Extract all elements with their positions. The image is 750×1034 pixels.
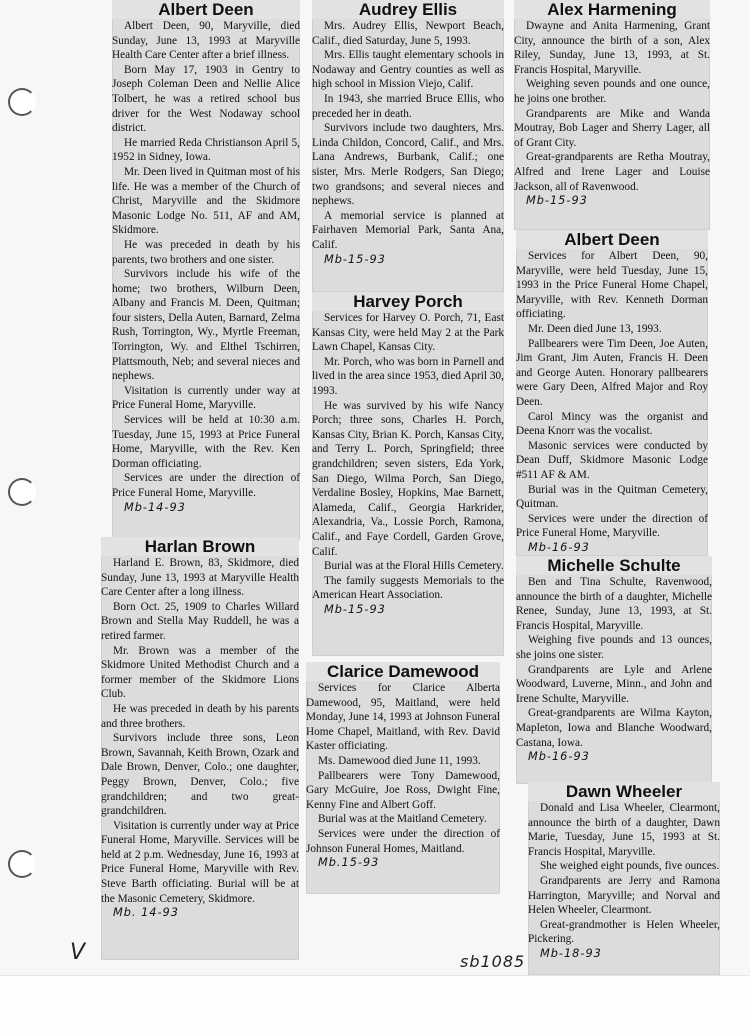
birth-notice-dawn-wheeler [528,782,720,975]
clipping-paragraph: Grandparents are Jerry and Ramona Harrington, Maryville; and Norval and Helen Wheeler, Clearmont. [528,874,720,917]
clipping-headline: Clarice Damewood [306,662,500,681]
clipping-paragraph: Mr. Deen died June 13, 1993. [528,322,662,335]
clipping-paragraph: He was preceded in death by his parents and three brothers. [101,702,299,730]
clipping-paragraph: Grandparents are Lyle and Arlene Woodward, Luverne, Minn., and John and Irene Schulte, Maryville. [516,663,712,705]
handwritten-date-note: Mb-15-93 [324,602,386,616]
clipping-paragraph: She weighed eight pounds, five ounces. [540,860,720,873]
clipping-paragraph: Burial was at the Maitland Cemetery. [318,813,487,826]
clipping-paragraph: Donald and Lisa Wheeler, Clearmont, announce the birth of a daughter, Dawn Marie, Tuesday, June 15, 1993 at St. Francis Hospital, Maryville. [528,802,720,858]
handwritten-date-note: Mb-18-93 [540,946,602,960]
clipping-paragraph: A memorial service is planned at Fairhaven Memorial Park, Santa Ana, Calif. [312,209,504,251]
clipping-paragraph: Services for Albert Deen, 90, Maryville, were held Tuesday, June 15, 1993 in the Price Funeral Home Chapel, Maryville, with Rev. Kenneth Dorman officiating. [516,250,708,321]
clipping-paragraph: Great-grandparents are Wilma Kayton, Mapleton, Iowa and Blanche Woodward, Castana, Iowa. [516,707,712,749]
clipping-paragraph: He was survived by his wife Nancy Porch; three sons, Charles H. Porch, Kansas City, Brian K. Porch, Kansas City, and Terry L. Porch, Springfield; three grandchildren; seven sisters, Eda York, San Diego, Wilma Porch, San Diego, Verdaline Bosley, Hopkins, Mae Barnett, Alameda, Calif., Georgia Harkrider, Alexandria, Va., Lossie Porch, Ramona, Calif., and Faye Cordell, Garden Grove, Calif. [312,399,504,558]
handwritten-date-note: Mb-15-93 [324,252,386,266]
handwritten-file-number: sb1085 [460,952,526,971]
clipping-paragraph: Grandparents are Mike and Wanda Moutray, Bob Lager and Sherry Lager, all of Grant City. [514,107,710,149]
handwritten-date-note: Mb-15-93 [526,194,588,208]
clipping-paragraph: He married Reda Christianson April 5, 1952 in Sidney, Iowa. [112,136,300,164]
clipping-paragraph: Ben and Tina Schulte, Ravenwood, announce the birth of a daughter, Michelle Renee, Sunday, June 13, 1993, at St. Francis Hospital, Maryville. [516,576,712,632]
clipping-headline: Audrey Ellis [312,0,504,19]
clipping-paragraph: Pallbearers were Tim Deen, Joe Auten, Jim Grant, Jim Auten, Francis H. Deen and George Auten. Honorary pallbearers were Gary Deen, Alfred Major and Roy Deen. [516,337,708,408]
handwritten-date-note: Mb. 14-93 [113,906,179,920]
clipping-paragraph: Mrs. Ellis taught elementary schools in Nodaway and Gentry counties as well as high school in Mission Viejo, Calif. [312,49,504,91]
clipping-paragraph: Services were under the direction of Price Funeral Home, Maryville. [516,512,708,540]
binder-hole-icon [8,478,36,506]
obituary-albert-deen [112,0,300,540]
clipping-paragraph: Visitation is currently under way at Price Funeral Home, Maryville. [112,384,300,412]
clipping-paragraph: Mr. Brown was a member of the Skidmore United Methodist Church and a former member of the Skidmore Lions Club. [101,644,299,701]
clipping-paragraph: Burial was in the Quitman Cemetery, Quitman. [516,483,708,511]
clipping-paragraph: Carol Mincy was the organist and Deena Knorr was the vocalist. [516,410,708,438]
clipping-paragraph: Services are under the direction of Price Funeral Home, Maryville. [112,472,300,499]
clipping-headline: Alex Harmening [514,0,710,19]
clipping-paragraph: Services for Clarice Alberta Damewood, 95, Maitland, were held Monday, June 14, 1993 at Johnson Funeral Home Chapel, Maitland, with Rev. David Kaster officiating. [306,682,500,753]
clipping-paragraph: Mr. Deen lived in Quitman most of his life. He was a member of the Church of Christ, Maryville and the Skidmore Masonic Lodge No. 511, AF and AM, Skidmore. [112,165,300,237]
clipping-paragraph: Masonic services were conducted by Dean Duff, Skidmore Masonic Lodge #511 AF & AM. [516,439,708,481]
clipping-headline: Dawn Wheeler [528,782,720,801]
clipping-paragraph: Survivors include his wife of the home; two brothers, Wilburn Deen, Albany and Francis M. Deen, Quitman; four sisters, Della Auten, Barnard, Zelma Rush, Torrington, Wy., Myrtle Freeman, Torrington, Wy. and Elthel Tschirren, Plattsmouth, Neb; and several nieces and nephews. [112,268,300,383]
clipping-paragraph: Weighing five pounds and 13 ounces, she joins one sister. [516,634,712,661]
handwritten-date-note: Mb.15-93 [318,856,380,870]
obituary-harlan-brown [101,537,299,960]
obituary-clarice-damewood [306,662,500,894]
handwritten-tick-mark: V [70,940,86,965]
clipping-paragraph: He was preceded in death by his parents, two brothers and one sister. [112,238,300,266]
binder-hole-icon [8,88,36,116]
clipping-paragraph: Survivors include two daughters, Mrs. Linda Childon, Concord, Calif., and Mrs. Lana Andrews, Burbank, Calif.; one sister, Mrs. Merle Rodgers, San Diego; two grandsons; and several nieces and nephews. [312,122,504,208]
clipping-paragraph: Born Oct. 25, 1909 to Charles Willard Brown and Stella May Ruddell, he was a retired farmer. [101,600,299,642]
birth-notice-alex-harmening [514,0,710,230]
clipping-paragraph: Mr. Porch, who was born in Parnell and lived in the area since 1953, died April 30, 1993. [312,355,504,397]
clipping-paragraph: Services will be held at 10:30 a.m. Tuesday, June 15, 1993 at Price Funeral Home, Maryville, with the Rev. Ken Dorman officiating. [112,414,300,470]
clipping-headline: Michelle Schulte [516,556,712,575]
clipping-paragraph: Survivors include three sons, Leon Brown, Savannah, Keith Brown, Ozark and Dale Brown, Denver, Colo.; one daughter, Peggy Brown, Denver, Colo.; five grandchildren; and two great-grandchildren. [101,732,299,818]
clipping-paragraph: Services for Harvey O. Porch, 71, East Kansas City, were held May 2 at the Park Lawn Chapel, Kansas City. [312,312,504,354]
clipping-paragraph: Born May 17, 1903 in Gentry to Joseph Coleman Deen and Nellie Alice Tolbert, he was a retired school bus driver for the West Nodaway school district. [112,63,300,135]
clipping-paragraph: Services were under the direction of Johnson Funeral Homes, Maitland. [306,827,500,855]
clipping-paragraph: Dwayne and Anita Harmening, Grant City, announce the birth of a son, Alex Riley, Sunday, June 13, 1993, at St. Francis Hospital, Maryville. [514,20,710,76]
handwritten-date-note: Mb-16-93 [528,750,590,764]
handwritten-date-note: Mb-14-93 [124,500,186,514]
clipping-paragraph: In 1943, she married Bruce Ellis, who preceded her in death. [312,92,504,120]
obituary-albert-deen-services [516,230,708,556]
clipping-headline: Harlan Brown [101,537,299,556]
clipping-paragraph: Great-grandparents are Retha Moutray, Alfred and Irene Lager and Louise Jackson, all of Ravenwood. [514,151,710,193]
binder-hole-icon [8,850,36,878]
clipping-paragraph: Visitation is currently under way at Price Funeral Home, Maryville. Services will be held at 2 p.m. Wednesday, June 16, 1993 at Price Funeral Home, Maryville with Rev. Steve Barth officiating. Burial will be at the Masonic Cemetery, Skidmore. [101,819,299,905]
obituary-harvey-porch [312,292,504,656]
clipping-paragraph: Albert Deen, 90, Maryville, died Sunday, June 13, 1993 at Maryville Health Care Center after a brief illness. [112,20,300,62]
clipping-paragraph: Great-grandmother is Helen Wheeler, Pickering. [528,918,720,946]
clipping-headline: Albert Deen [112,0,300,19]
clipping-paragraph: Ms. Damewood died June 11, 1993. [318,754,481,767]
clipping-paragraph: Pallbearers were Tony Damewood, Gary McGuire, Joe Ross, Dwight Fine, Kenny Fine and Albert Goff. [306,769,500,811]
birth-notice-michelle-schulte [516,556,712,784]
clipping-paragraph: Mrs. Audrey Ellis, Newport Beach, Calif., died Saturday, June 5, 1993. [312,20,504,47]
clipping-paragraph: Harland E. Brown, 83, Skidmore, died Sunday, June 13, 1993 at Maryville Health Care Center after a long illness. [101,557,299,599]
scanner-bed-margin [0,975,750,1034]
clipping-paragraph: Weighing seven pounds and one ounce, he joins one brother. [514,78,710,105]
clipping-paragraph: The family suggests Memorials to the American Heart Association. [312,574,504,602]
clipping-headline: Harvey Porch [312,292,504,311]
obituary-audrey-ellis [312,0,504,292]
clipping-headline: Albert Deen [516,230,708,249]
handwritten-date-note: Mb-16-93 [528,540,590,554]
clipping-paragraph: Burial was at the Floral Hills Cemetery. [324,560,504,573]
